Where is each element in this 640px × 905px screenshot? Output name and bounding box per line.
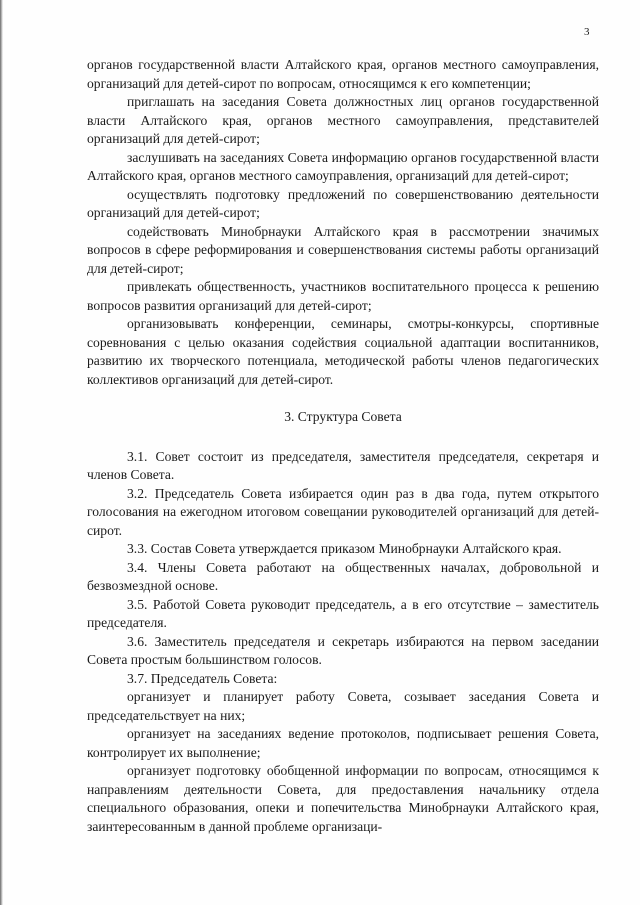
clause-3-3: 3.3. Состав Совета утверждается приказом Минобрнауки Алтайского края.	[127, 541, 562, 556]
clause-3-6: 3.6. Заместитель председателя и секретарь избираются на первом заседании Совета простым большинством голосов.	[87, 633, 599, 667]
list-item: заслушивать на заседаниях Совета информацию органов государственной власти Алтайского края, органов местного самоуправления, организаций для детей-сирот;	[87, 149, 599, 183]
list-item: организует подготовку обобщенной информации по вопросам, относящимся к направлениям деятельности Совета, для предоставления начальнику отдела специального образования, опеки и попечительства Минобрнауки Алтайского края, заинтересованным в данной проблеме организаци-	[87, 763, 599, 834]
clause-3-4: 3.4. Члены Совета работают на общественных началах, добровольной и безвозмездной основе.	[87, 559, 599, 593]
clause-3-5: 3.5. Работой Совета руководит председатель, а в его отсутствие – заместитель председателя.	[87, 596, 599, 630]
section-heading: 3. Структура Совета	[284, 409, 402, 424]
list-item: организует и планирует работу Совета, созывает заседания Совета и председательствует на них;	[87, 689, 599, 723]
list-item: организовывать конференции, семинары, смотры-конкурсы, спортивные соревнования с целью оказания содействия социальной адаптации воспитанников, развитию их творческого потенциала, методической работы членов педагогических коллективов организаций для детей-сирот.	[87, 316, 599, 387]
paragraph-continuation: органов государственной власти Алтайского края, органов местного самоуправления, организаций для детей-сирот по вопросам, относящимся к его компетенции;	[87, 57, 599, 91]
list-item: содействовать Минобрнауки Алтайского края в рассмотрении значимых вопросов в сфере реформирования и совершенствования системы работы организаций для детей-сирот;	[87, 223, 599, 276]
page-number: 3	[584, 26, 590, 38]
list-item: привлекать общественность, участников воспитательного процесса к решению вопросов развития организаций для детей-сирот;	[87, 279, 599, 313]
list-item: осуществлять подготовку предложений по совершенствованию деятельности организаций для детей-сирот;	[87, 186, 599, 220]
scan-edge-shadow	[0, 0, 3, 905]
list-item: приглашать на заседания Совета должностных лиц органов государственной власти Алтайского края, органов местного самоуправления, представителей организаций для детей-сирот;	[87, 94, 599, 146]
clause-3-1: 3.1. Совет состоит из председателя, заместителя председателя, секретаря и членов Совета.	[87, 448, 599, 482]
list-item: организует на заседаниях ведение протоколов, подписывает решения Совета, контролирует их выполнение;	[87, 726, 599, 760]
document-body	[87, 56, 599, 836]
clause-3-7: 3.7. Председатель Совета:	[127, 670, 278, 686]
clause-3-2: 3.2. Председатель Совета избирается один раз в два года, путем открытого голосования на ежегодном итоговом совещании руководителей организаций для детей-сирот.	[87, 485, 599, 538]
